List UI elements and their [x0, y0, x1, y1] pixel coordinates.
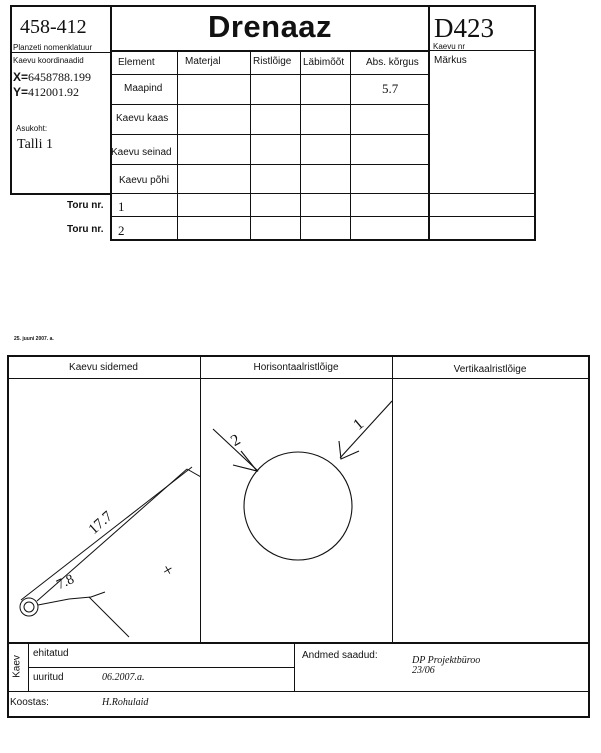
col-header-diameter: Läbimõõt	[303, 57, 345, 68]
coord-x	[13, 70, 91, 85]
pipe-value: 1	[118, 199, 125, 214]
col-header-crosssection: Ristlõige	[253, 56, 292, 67]
coord-y	[13, 85, 79, 100]
coord-x-label: X=	[13, 70, 29, 84]
compiled-label: Koostas:	[10, 697, 49, 708]
location-value: Talli 1	[17, 137, 53, 152]
row-element: Kaevu seinad	[111, 147, 172, 158]
col-header-abs-height: Abs. kõrgus	[366, 57, 419, 68]
date-stamp: 25. juuni 2007. a.	[14, 336, 54, 342]
row-element: Maapind	[124, 83, 163, 94]
coord-x-value: 6458788.199	[28, 70, 92, 84]
page-title: Drenaaz	[207, 9, 333, 44]
arrow-label-left: 2	[228, 431, 244, 450]
data-source-date: 23/06	[412, 665, 435, 676]
pipe-label: Toru nr.	[67, 200, 104, 211]
built-label: ehitatud	[33, 648, 69, 659]
surveyed-value: 06.2007.a.	[102, 672, 145, 683]
row-abs: 5.7	[382, 81, 399, 96]
data-source-label: Andmed saadud:	[302, 650, 378, 661]
sketch-mark: +	[158, 558, 178, 582]
kaev-label: Kaev	[11, 655, 23, 678]
coord-y-label: Y=	[13, 85, 29, 99]
col-header-element: Element	[118, 57, 155, 68]
pipe-label: Toru nr.	[67, 224, 104, 235]
sketch-dist-short: 7.8	[54, 572, 77, 594]
col-header-material: Materjal	[185, 56, 221, 67]
sheet-caption: Planzeti nomenklatuur	[13, 43, 93, 52]
sketch-dist-long: 17.7	[85, 508, 116, 538]
col-header-notes: Märkus	[434, 55, 467, 66]
well-caption: Kaevu nr	[433, 42, 466, 51]
coords-label: Kaevu koordinaadid	[13, 56, 84, 65]
location-label: Asukoht:	[16, 124, 48, 133]
row-element: Kaevu põhi	[119, 175, 170, 186]
well-id: D423	[434, 13, 494, 43]
sheet-number: 458-412	[20, 16, 87, 38]
col-horizontal-section: Horisontaalristlõige	[253, 362, 339, 373]
row-element: Kaevu kaas	[116, 113, 169, 124]
data-source-value: DP Projektbüroo	[412, 655, 481, 666]
horizontal-section-sketch	[201, 379, 392, 642]
pipe-value: 2	[118, 223, 125, 238]
coord-y-value: 412001.92	[28, 85, 80, 99]
arrow-label-right: 1	[350, 415, 368, 434]
col-vertical-section: Vertikaalristlõige	[453, 364, 527, 375]
compiled-value: H.Rohulaid	[102, 697, 149, 708]
col-kaevu-sidemed: Kaevu sidemed	[69, 362, 138, 373]
surveyed-label: uuritud	[33, 672, 64, 683]
